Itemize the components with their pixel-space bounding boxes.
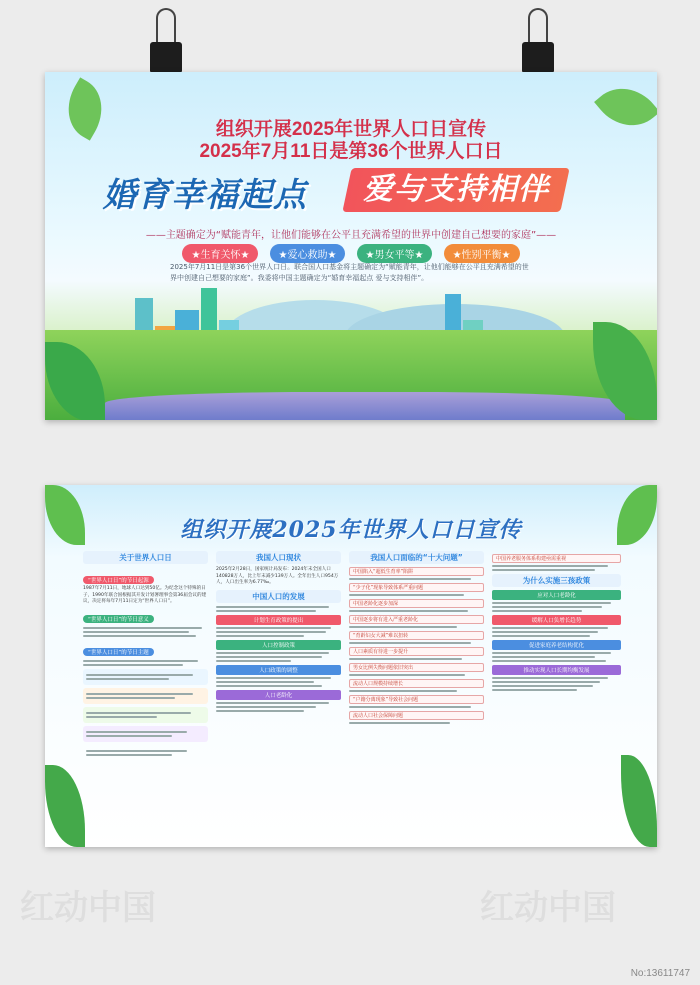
subheading: “世界人口日”的节日意义 bbox=[83, 615, 154, 623]
reason-bar: 推动实现人口长期均衡发展 bbox=[492, 665, 621, 675]
reason-bar: 应对人口老龄化 bbox=[492, 590, 621, 600]
paragraph: 2025年2月28日，国家统计局发布：2024年末全国人口140828万人，比上年末减少139万人。全年出生人口954万人，人口出生率为6.77‰。 bbox=[216, 567, 339, 585]
bottom-title: 组织开展2025年世界人口日宣传 bbox=[180, 517, 522, 543]
slogan-right-box bbox=[342, 168, 569, 212]
column-heading: 我国人口现状 bbox=[216, 551, 341, 564]
problem-item: 中国逐步将有进入严重老龄化 bbox=[349, 615, 484, 624]
subheading: “世界人口日”的节日起源 bbox=[83, 576, 154, 584]
column-about bbox=[83, 551, 208, 821]
reason-bar: 缓解人口负增长趋势 bbox=[492, 615, 621, 625]
content-columns bbox=[83, 551, 621, 821]
bottom-banner bbox=[45, 485, 657, 847]
tag-row bbox=[45, 243, 657, 263]
problem-item: “户籍分离现象”导致社会问题 bbox=[349, 695, 484, 704]
column-heading: 关于世界人口日 bbox=[83, 551, 208, 564]
tag-fertility-care: ★生育关怀★ bbox=[182, 244, 258, 263]
column-heading: 我国人口面临的“十大问题” bbox=[349, 551, 484, 564]
subheading: “世界人口日”的节日主题 bbox=[83, 648, 154, 656]
column-problems bbox=[349, 551, 484, 821]
reason-bar: 促进家庭养老结构优化 bbox=[492, 640, 621, 650]
policy-bar: 人口控制政策 bbox=[216, 640, 341, 650]
title-line-2: 2025年7月11日是第36个世界人口日 bbox=[199, 141, 503, 162]
paragraph: 1987年7月11日，地球人口达到50亿。为纪念这个特殊的日子，1990年联合国根据其开发计划署理事会第36届会议的建议，决定将每年7月11日定为“世界人口日”。 bbox=[83, 586, 207, 604]
policy-bar: 计划生育政策的提出 bbox=[216, 615, 341, 625]
policy-bar: 人口老龄化 bbox=[216, 690, 341, 700]
problem-item: “少子化”现象导致体系严重问题 bbox=[349, 583, 484, 592]
column-status bbox=[216, 551, 341, 821]
problem-item: 流动人口规模持续增长 bbox=[349, 679, 484, 688]
tag-gender-balance: ★性别平衡★ bbox=[444, 244, 520, 263]
theme-text: ——主题确定为“赋能青年，让他们能够在公平且充满希望的世界中创建自己想要的家庭”—— bbox=[145, 230, 557, 241]
tag-charity-rescue: ★爱心救助★ bbox=[270, 244, 346, 263]
watermark: 红动中国 bbox=[480, 888, 616, 928]
intro-paragraph: 2025年7月11日是第36个世界人口日。联合国人口基金将主题确定为“赋能青年，让他们能够在公平且充满希望的世界中创建自己想要的家庭”。我委将中国主题确定为“婚育幸福起点 爱与支持相伴”。 bbox=[170, 263, 529, 282]
elderly-care-item: 中国养老服务体系构建亟需重视 bbox=[492, 554, 621, 563]
problem-item: 中国陷入“超低生育率”陷阱 bbox=[349, 567, 484, 576]
image-id: No:13611747 bbox=[630, 968, 690, 979]
column-three-child-policy bbox=[492, 551, 621, 821]
problem-item: 中国老龄化逐步加深 bbox=[349, 599, 484, 608]
policy-bar: 人口政策的调整 bbox=[216, 665, 341, 675]
problem-item: 人口素质有待进一步提升 bbox=[349, 647, 484, 656]
title-line-1: 组织开展2025年世界人口日宣传 bbox=[215, 119, 487, 140]
problem-item: “育龄妇女大减”难以扭转 bbox=[349, 631, 484, 640]
watermark: 红动中国 bbox=[20, 888, 156, 928]
column-subheading: 中国人口的发展 bbox=[216, 590, 341, 603]
slogan-left: 婚育幸福起点 bbox=[103, 175, 307, 214]
path bbox=[105, 392, 625, 420]
tag-gender-equality: ★男女平等★ bbox=[357, 244, 433, 263]
column-heading: 为什么实施三孩政策 bbox=[492, 574, 621, 587]
slogan-right: 爱与支持相伴 bbox=[363, 172, 549, 207]
problem-item: 流动人口社会保障问题 bbox=[349, 711, 484, 720]
problem-item: 男女比例失衡问题依旧突出 bbox=[349, 663, 484, 672]
top-banner bbox=[45, 72, 657, 420]
